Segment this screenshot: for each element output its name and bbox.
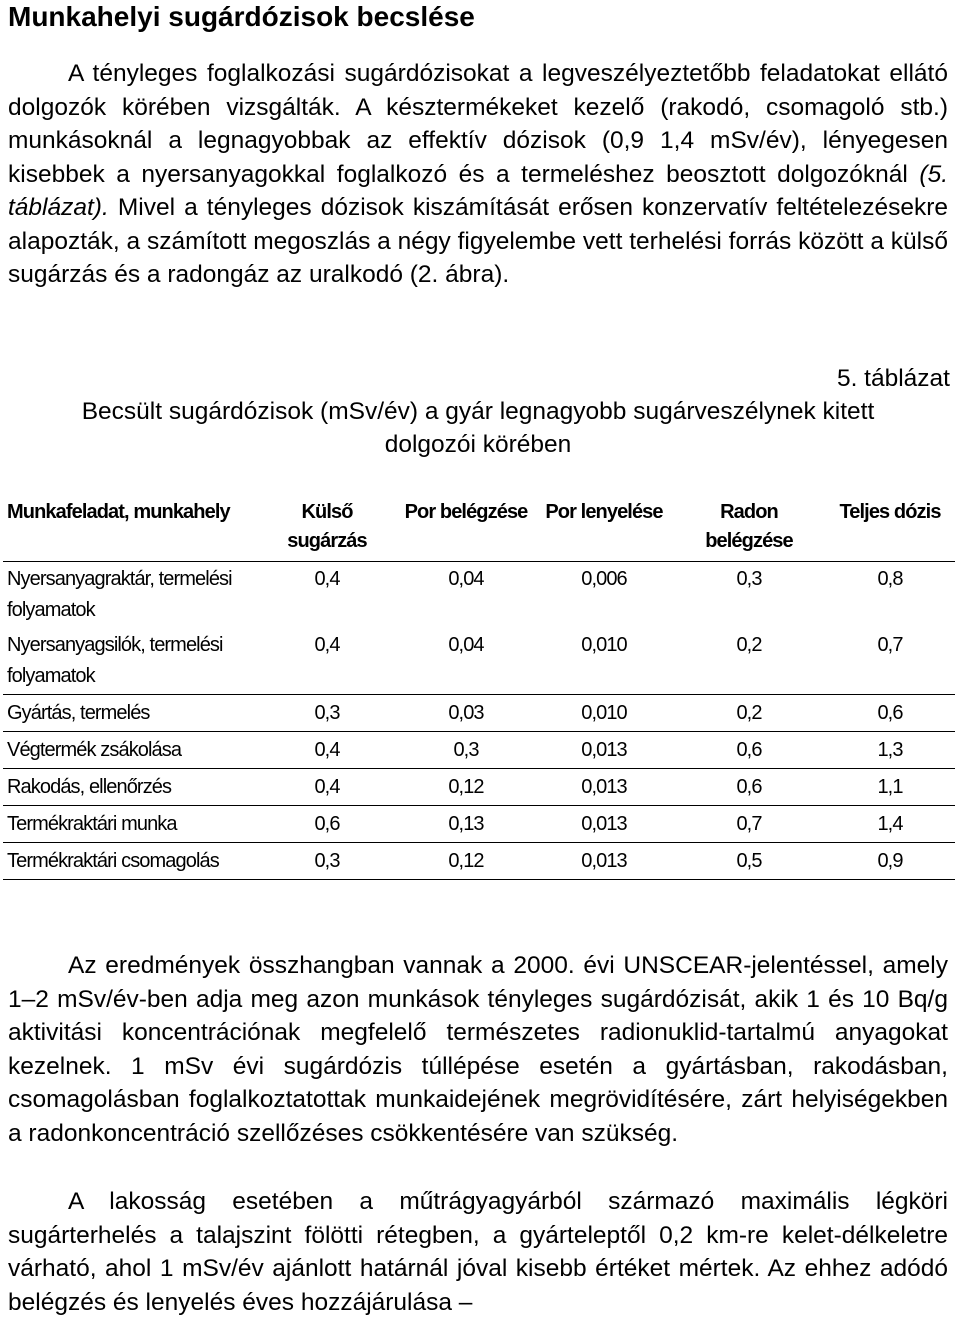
results-paragraph: Az eredmények összhangban vannak a 2000. évi UNSCEAR-jelentéssel, amely 1–2 mSv/év-ben adja meg azon munkások tényleges sugárdózisát, akik 1 és 10 Bq/g aktivitási koncentrációnak megfelelő természetes radionuklid-tartalmú anyagokat kezelnek. 1 mSv évi sugárdózis túllépése esetén a gyártásban, rakodásban, csomagolásban foglalkoztatottak munkaidejének megrövidítésére, zárt helyiségekben a radonkoncentráció szellőzéses csökkentésére van szükség. [8,952,948,1147]
cell-dust-ingestion: 0,013 [535,806,673,843]
cell-external: 0,3 [257,843,397,880]
table-caption-line-1: Becsült sugárdózisok (mSv/év) a gyár legnagyobb sugárveszélynek kitett [81,398,875,425]
row-task: Termékraktári csomagolás [3,843,257,880]
row-task: Termékraktári munka [3,806,257,843]
cell-total: 1,1 [825,769,955,806]
table-row [3,843,955,880]
table-row [3,732,955,769]
table-row [3,769,955,806]
cell-dust-inhalation: 0,04 [448,568,484,590]
table-row [3,562,955,629]
column-header-external: Külső sugárzás [257,492,397,562]
row-task: Végtermék zsákolása [3,732,257,769]
cell-total: 1,3 [825,732,955,769]
table-reference: (5. táblázat). [8,160,948,221]
cell-dust-ingestion: 0,013 [535,732,673,769]
table-caption-line-2: dolgozói körében [384,431,572,458]
cell-radon: 0,5 [673,843,825,880]
row-task: Gyártás, termelés [3,695,257,732]
cell-radon: 0,3 [736,568,762,590]
column-header-total: Teljes dózis [825,492,955,562]
table-row [3,806,955,843]
column-header-task: Munkafeladat, munkahely [3,492,257,562]
table-caption [8,395,948,461]
cell-total: 1,4 [825,806,955,843]
cell-total: 0,7 [825,628,955,695]
intro-paragraph [8,57,948,292]
cell-external: 0,3 [257,695,397,732]
cell-dust-inhalation: 0,03 [397,695,535,732]
table-row [3,628,955,695]
cell-radon: 0,7 [673,806,825,843]
cell-dust-inhalation: 0,13 [397,806,535,843]
cell-dust-ingestion: 0,010 [535,628,673,695]
table-header-row [3,492,955,562]
section-heading: Munkahelyi sugárdózisok becslése [8,1,475,32]
table-row [3,695,955,732]
row-task: Nyersanyagsilók, termelési folyamatok [3,628,257,695]
column-header-radon-inhalation: Radon belégzése [673,492,825,562]
intro-text-2: Mivel a tényleges dózisok kiszámítását erősen konzervatív feltételezésekre alapozták, a számított megoszlás a négy figyelembe vett terhelési forrás között a külső sugárzás és a radongáz az uralkodó (2. ábra). [8,194,948,288]
row-task: Nyersanyagraktár, termelési folyamatok [7,568,232,621]
cell-radon: 0,6 [673,732,825,769]
cell-radon: 0,6 [673,769,825,806]
cell-dust-inhalation: 0,3 [397,732,535,769]
cell-dust-inhalation: 0,04 [397,628,535,695]
cell-external: 0,4 [257,732,397,769]
cell-radon: 0,2 [673,695,825,732]
cell-total: 0,8 [877,568,903,590]
cell-dust-ingestion: 0,010 [535,695,673,732]
dose-table [3,492,955,880]
column-header-dust-inhalation: Por belégzése [397,492,535,562]
cell-total: 0,6 [825,695,955,732]
cell-dust-ingestion: 0,013 [535,769,673,806]
cell-external: 0,4 [257,628,397,695]
cell-external: 0,6 [257,806,397,843]
cell-total: 0,9 [825,843,955,880]
cell-external: 0,4 [314,568,340,590]
row-task: Rakodás, ellenőrzés [3,769,257,806]
cell-dust-inhalation: 0,12 [397,843,535,880]
table-number: 5. táblázat [836,365,950,392]
cell-dust-inhalation: 0,12 [397,769,535,806]
cell-dust-ingestion: 0,006 [581,568,627,590]
cell-external: 0,4 [257,769,397,806]
cell-dust-ingestion: 0,013 [535,843,673,880]
population-paragraph: A lakosság esetében a műtrágyagyárból származó maximális légköri sugárterhelés a talajszint fölötti rétegben, a gyárteleptől 0,2 km-re kelet-délkeletre várható, ahol 1 mSv/év ajánlott határnál jóval kisebb értéket mértek. Az ehhez adódó belégzés és lenyelés éves hozzájárulása – [8,1188,948,1316]
column-header-dust-ingestion: Por lenyelése [535,492,673,562]
cell-radon: 0,2 [673,628,825,695]
intro-text-1: A tényleges foglalkozási sugárdózisokat a legveszélyeztetőbb feladatokat ellátó dolgozók körében vizsgálták. A késztermékeket kezelő (rakodó, csomagoló stb.) munkásoknál a legnagyobbak az effektív dózisok (0,9 1,4 mSv/év), lényegesen kisebbek a nyersanyagokkal foglalkozó és a termeléshez beosztott dolgozóknál [8,60,948,188]
